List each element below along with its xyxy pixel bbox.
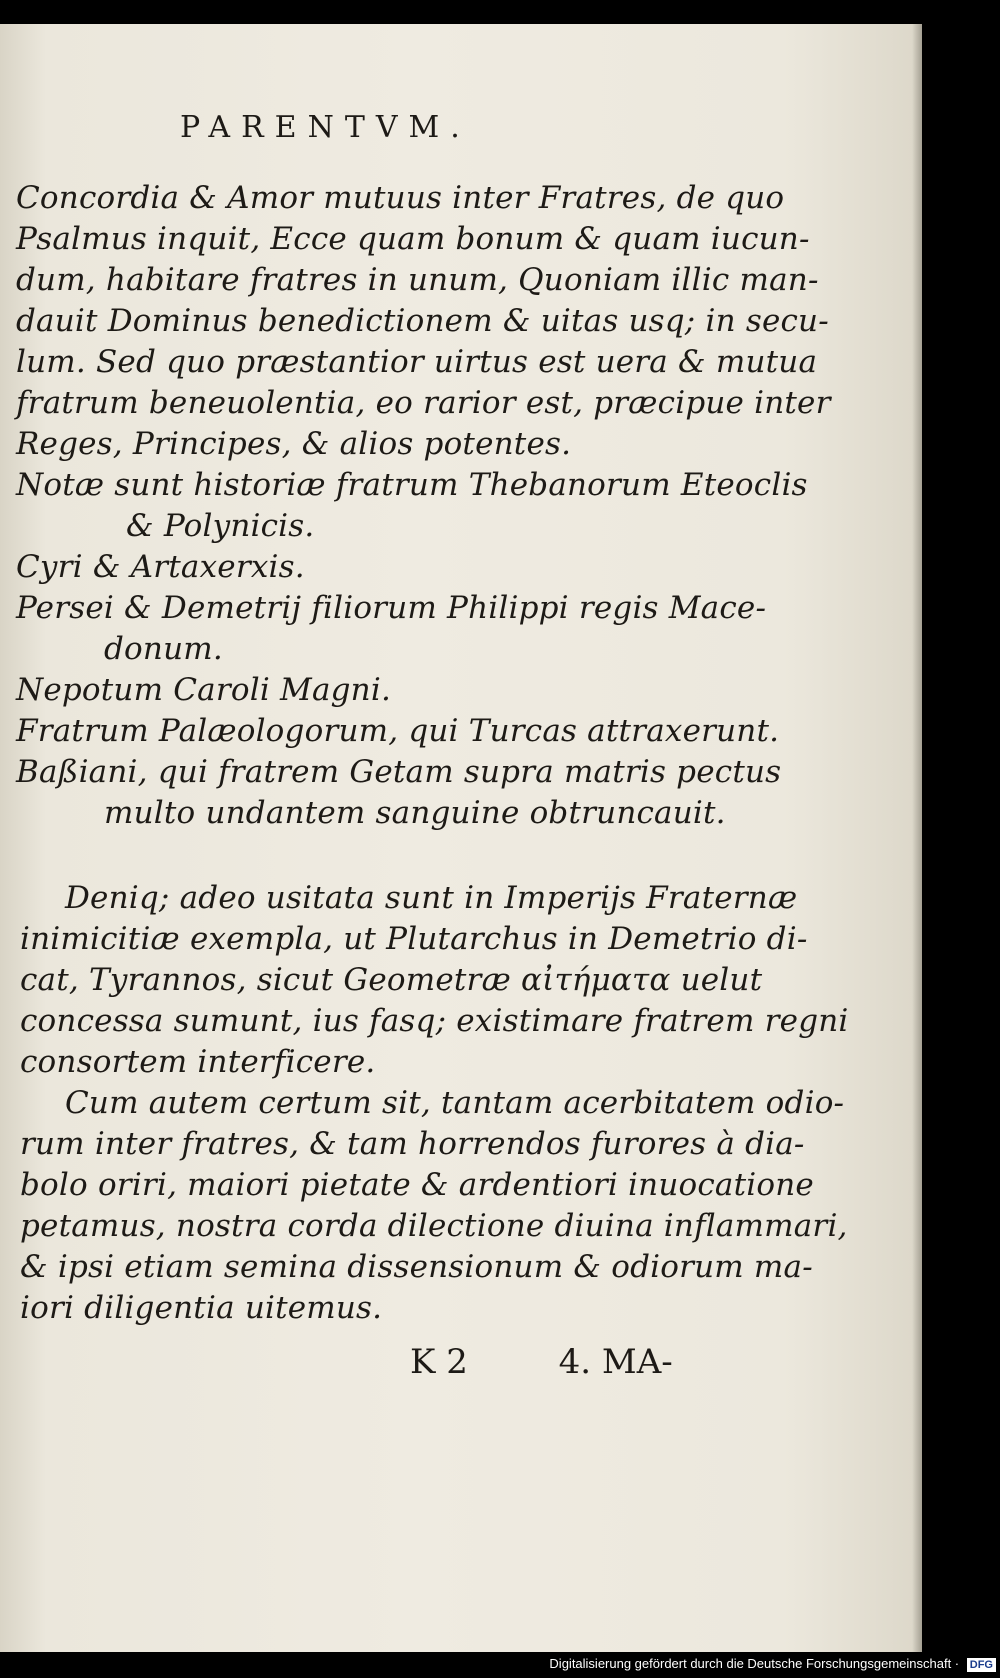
text-line: concessa sumunt, ius fasq; existimare fratrem regni	[20, 1003, 849, 1039]
text-line: multo undantem sanguine obtruncauit.	[104, 795, 726, 831]
signature-mark: K 2	[410, 1342, 468, 1382]
signature-line	[410, 1342, 673, 1382]
text-line: petamus, nostra corda dilectione diuina inflammari,	[20, 1208, 848, 1244]
text-line: iori diligentia uitemus.	[20, 1290, 383, 1326]
text-line: Persei & Demetrij filiorum Philippi regis Mace-	[16, 590, 767, 626]
dfg-logo-icon: DFG	[967, 1658, 996, 1672]
credit-text: Digitalisierung gefördert durch die Deutsche Forschungsgemeinschaft ·	[549, 1656, 960, 1671]
text-line: & ipsi etiam semina dissensionum & odiorum ma-	[20, 1249, 813, 1285]
text-line: Cum autem certum sit, tantam acerbitatem odio-	[65, 1085, 845, 1121]
text-line: dum, habitare fratres in unum, Quoniam illic man-	[16, 262, 819, 298]
text-line: Reges, Principes, & alios potentes.	[16, 426, 572, 462]
book-page	[0, 24, 922, 1652]
text-line: inimicitiæ exempla, ut Plutarchus in Demetrio di-	[20, 921, 808, 957]
text-line: consortem interficere.	[20, 1044, 376, 1080]
text-line: dauit Dominus benedictionem & uitas usq; in secu-	[16, 303, 829, 339]
running-header: PARENTVM.	[180, 110, 471, 145]
text-line: Deniq; adeo usitata sunt in Imperijs Fraternæ	[65, 880, 798, 916]
text-line: fratrum beneuolentia, eo rarior est, præcipue inter	[16, 385, 831, 421]
text-line: Fratrum Palæologorum, qui Turcas attraxerunt.	[16, 713, 780, 749]
text-line: & Polynicis.	[126, 508, 315, 544]
text-line: Nepotum Caroli Magni.	[16, 672, 392, 708]
digitization-credit	[549, 1654, 996, 1674]
text-block-1	[16, 178, 831, 834]
text-line: rum inter fratres, & tam horrendos furores à dia-	[20, 1126, 805, 1162]
text-line: Concordia & Amor mutuus inter Fratres, de quo	[16, 180, 785, 216]
text-block-2	[20, 878, 849, 1329]
text-line: bolo oriri, maiori pietate & ardentiori inuocatione	[20, 1167, 814, 1203]
text-line: donum.	[104, 631, 223, 667]
text-line: Psalmus inquit, Ecce quam bonum & quam iucun-	[16, 221, 810, 257]
text-line: Cyri & Artaxerxis.	[16, 549, 305, 585]
text-line: lum. Sed quo præstantior uirtus est uera & mutua	[16, 344, 818, 380]
text-line: cat, Tyrannos, sicut Geometræ αἰτήματα uelut	[20, 962, 763, 998]
text-line: Notæ sunt historiæ fratrum Thebanorum Eteoclis	[16, 467, 808, 503]
text-line: Baßiani, qui fratrem Getam supra matris pectus	[16, 754, 782, 790]
catchword: 4. MA-	[558, 1342, 673, 1382]
